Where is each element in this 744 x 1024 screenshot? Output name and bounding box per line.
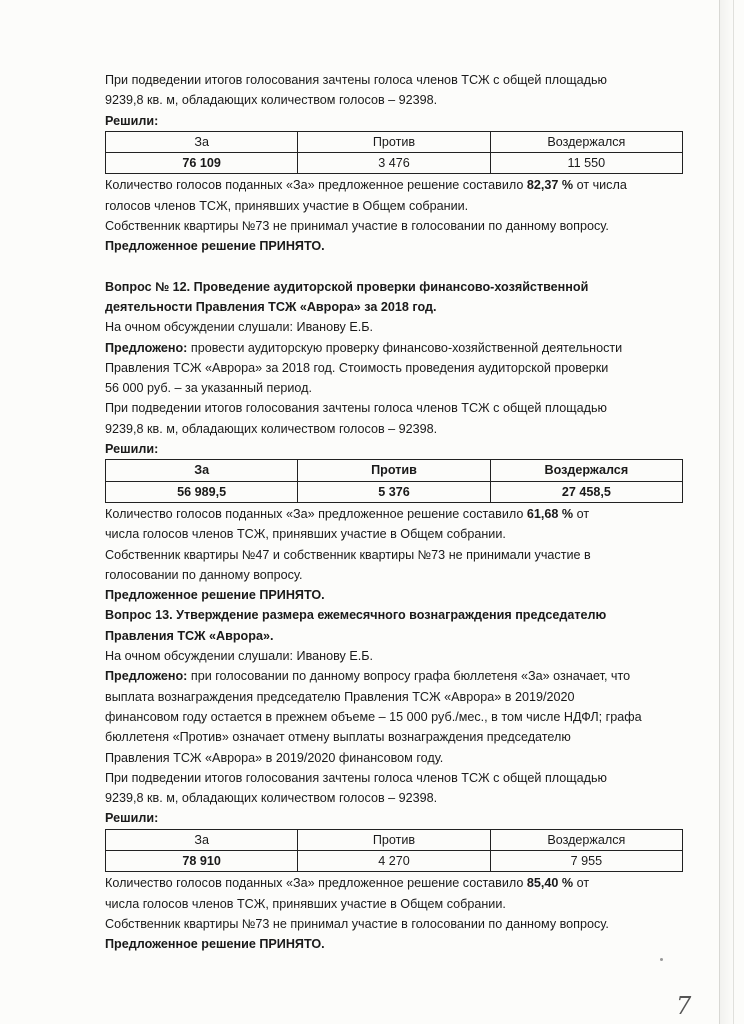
- document-body: [105, 70, 685, 954]
- vote-table-header: [106, 829, 683, 850]
- result-line-2: числа голосов членов ТСЖ, принявших участие в Общем собрании.: [105, 527, 506, 542]
- result-percent: 85,40 %: [526, 876, 574, 891]
- result-line-1: [105, 873, 685, 893]
- ink-mark: [660, 958, 663, 961]
- question-12-title-2: деятельности Правления ТСЖ «Аврора» за 2018 год.: [105, 299, 437, 314]
- abstention-note: Собственник квартиры №73 не принимал участие в голосовании по данному вопросу.: [105, 219, 609, 234]
- decision-accepted: Предложенное решение ПРИНЯТО.: [105, 239, 325, 254]
- heard-line: На очном обсуждении слушали: Иванову Е.Б.: [105, 320, 373, 335]
- header-for: За: [106, 131, 298, 152]
- vote-table-q12: [105, 459, 683, 503]
- vote-table-q13: [105, 829, 683, 873]
- heard-line: На очном обсуждении слушали: Иванову Е.Б.: [105, 649, 373, 664]
- resolved-label: Решили:: [105, 442, 159, 457]
- question-12-title-1: Вопрос № 12. Проведение аудиторской проверки финансово-хозяйственной: [105, 279, 589, 294]
- result-text: Количество голосов поданных «За» предложенное решение составило: [105, 876, 527, 891]
- value-against: 5 376: [298, 481, 490, 502]
- header-abstain: Воздержался: [490, 829, 682, 850]
- vote-table-values: [106, 481, 683, 502]
- proposal-text: провести аудиторскую проверку финансово-хозяйственной деятельности: [187, 340, 623, 355]
- result-line-2: числа голосов членов ТСЖ, принявших участие в Общем собрании.: [105, 896, 506, 911]
- result-text: Количество голосов поданных «За» предложенное решение составило: [105, 506, 527, 521]
- header-against: Против: [298, 131, 490, 152]
- count-line-2: 9239,8 кв. м, обладающих количеством голосов – 92398.: [105, 421, 438, 436]
- value-for: 76 109: [106, 153, 298, 174]
- value-abstain: 27 458,5: [490, 481, 682, 502]
- header-against: Против: [298, 829, 490, 850]
- proposal-line-2: Правления ТСЖ «Аврора» за 2018 год. Стоимость проведения аудиторской проверки: [105, 360, 609, 375]
- page-edge: [719, 0, 734, 1024]
- vote-table-values: [106, 153, 683, 174]
- proposal-line-1: [105, 338, 685, 358]
- question-13-title-1: Вопрос 13. Утверждение размера ежемесячного вознаграждения председателю: [105, 608, 607, 623]
- proposal-line-2: выплата вознаграждения председателю Правления ТСЖ «Аврора» в 2019/2020: [105, 689, 575, 704]
- value-against: 4 270: [298, 850, 490, 871]
- count-line-2: 9239,8 кв. м, обладающих количеством голосов – 92398.: [105, 93, 438, 108]
- header-for: За: [106, 829, 298, 850]
- header-abstain: Воздержался: [490, 131, 682, 152]
- proposal-label: Предложено:: [105, 340, 188, 355]
- result-text-end: от: [573, 876, 590, 891]
- proposal-line-1: [105, 666, 685, 686]
- vote-table-header: [106, 460, 683, 481]
- result-line-1: [105, 504, 685, 524]
- count-line-1: При подведении итогов голосования зачтены голоса членов ТСЖ с общей площадью: [105, 401, 607, 416]
- proposal-line-3: финансовом году остается в прежнем объеме – 15 000 руб./мес., в том числе НДФЛ; графа: [105, 709, 642, 724]
- page-edge-outer: [733, 0, 744, 1024]
- resolved-label: Решили:: [105, 113, 159, 128]
- resolved-label: Решили:: [105, 811, 159, 826]
- value-for: 56 989,5: [106, 481, 298, 502]
- abstention-note-2: голосовании по данному вопросу.: [105, 567, 303, 582]
- result-text-end: от: [573, 506, 590, 521]
- count-line-1: При подведении итогов голосования зачтены голоса членов ТСЖ с общей площадью: [105, 770, 607, 785]
- question-13-title-2: Правления ТСЖ «Аврора».: [105, 628, 274, 643]
- proposal-line-4: бюллетеня «Против» означает отмену выплаты вознаграждения председателю: [105, 730, 571, 745]
- result-percent: 82,37 %: [526, 178, 574, 193]
- header-against: Против: [298, 460, 490, 481]
- proposal-line-3: 56 000 руб. – за указанный период.: [105, 381, 312, 396]
- value-against: 3 476: [298, 153, 490, 174]
- vote-table-header: [106, 131, 683, 152]
- result-text-end: от числа: [573, 178, 627, 193]
- proposal-line-5: Правления ТСЖ «Аврора» в 2019/2020 финансовом году.: [105, 750, 444, 765]
- count-line-1: При подведении итогов голосования зачтены голоса членов ТСЖ с общей площадью: [105, 73, 607, 87]
- decision-accepted: Предложенное решение ПРИНЯТО.: [105, 937, 325, 952]
- vote-table-q11: [105, 131, 683, 175]
- result-line-1: [105, 175, 685, 195]
- result-percent: 61,68 %: [526, 506, 574, 521]
- proposal-label: Предложено:: [105, 669, 188, 684]
- result-text: Количество голосов поданных «За» предложенное решение составило: [105, 178, 527, 193]
- page-number: 7: [676, 992, 692, 1020]
- proposal-text: при голосовании по данному вопросу графа бюллетеня «За» означает, что: [187, 669, 631, 684]
- value-abstain: 7 955: [490, 850, 682, 871]
- result-line-2: голосов членов ТСЖ, принявших участие в Общем собрании.: [105, 198, 469, 213]
- header-abstain: Воздержался: [490, 460, 682, 481]
- header-for: За: [106, 460, 298, 481]
- abstention-note-1: Собственник квартиры №47 и собственник квартиры №73 не принимали участие в: [105, 547, 591, 562]
- value-for: 78 910: [106, 850, 298, 871]
- vote-table-values: [106, 850, 683, 871]
- count-line-2: 9239,8 кв. м, обладающих количеством голосов – 92398.: [105, 791, 438, 806]
- value-abstain: 11 550: [490, 153, 682, 174]
- abstention-note: Собственник квартиры №73 не принимал участие в голосовании по данному вопросу.: [105, 916, 609, 931]
- decision-accepted: Предложенное решение ПРИНЯТО.: [105, 588, 325, 603]
